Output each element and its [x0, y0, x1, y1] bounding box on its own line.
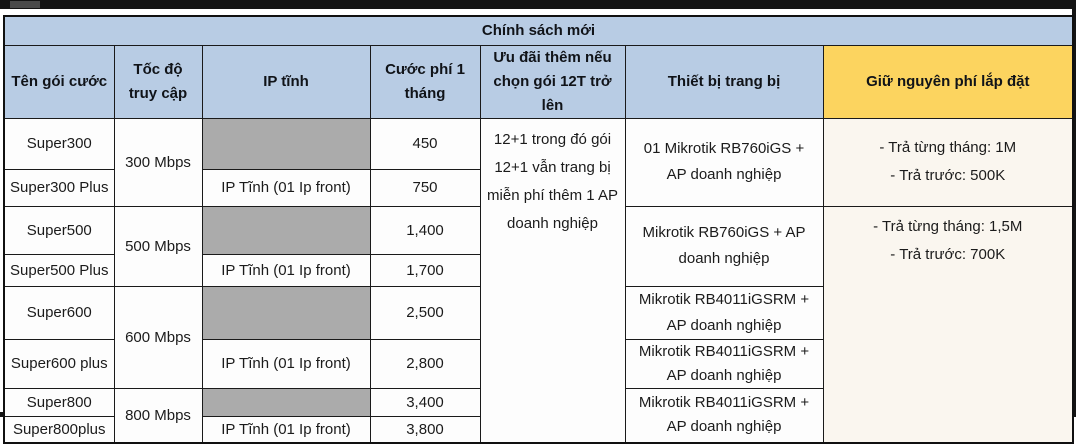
cell-package-name: Super500 Plus [4, 254, 114, 286]
cell-static-ip: IP Tĩnh (01 Ip front) [202, 254, 370, 286]
pricing-table [3, 15, 1074, 444]
table-title: Chính sách mới [4, 16, 1073, 45]
cell-price: 3,800 [370, 416, 480, 443]
cell-price: 3,400 [370, 388, 480, 416]
cell-equipment: Mikrotik RB4011iGSRM + AP doanh nghiệp [625, 388, 823, 443]
cell-price: 1,700 [370, 254, 480, 286]
cell-package-name: Super600 [4, 286, 114, 339]
cell-package-name: Super800plus [4, 416, 114, 443]
cell-speed: 800 Mbps [114, 388, 202, 443]
cell-speed: 500 Mbps [114, 206, 202, 286]
cell-static-ip-blocked [202, 206, 370, 254]
installation-line-2: - Trả trước: 500K [890, 167, 1006, 184]
cell-package-name: Super300 [4, 118, 114, 169]
table-title-row [4, 16, 1073, 45]
cell-equipment: Mikrotik RB4011iGSRM + AP doanh nghiệp [625, 286, 823, 339]
top-window-bar [0, 0, 1076, 9]
installation-line-2: - Trả trước: 700K [890, 245, 1006, 263]
cell-static-ip-blocked [202, 388, 370, 416]
top-bar-notch [10, 1, 40, 8]
col-header-equipment: Thiết bị trang bị [625, 45, 823, 118]
cell-price: 1,400 [370, 206, 480, 254]
installation-line-1: - Trả từng tháng: 1,5M [873, 217, 1023, 235]
col-header-monthly-fee: Cước phí 1 tháng [370, 45, 480, 118]
cell-price: 2,800 [370, 339, 480, 388]
col-header-package-name: Tên gói cước [4, 45, 114, 118]
cell-installation-fee [823, 206, 1073, 443]
installation-line-1: - Trả từng tháng: 1M [879, 139, 1017, 156]
cell-promo: 12+1 trong đó gói 12+1 vẫn trang bị miễn phí thêm 1 AP doanh nghiệp [480, 118, 625, 443]
col-header-speed: Tốc độ truy cập [114, 45, 202, 118]
cell-price: 2,500 [370, 286, 480, 339]
cell-equipment: Mikrotik RB760iGS + AP doanh nghiệp [625, 206, 823, 286]
cell-static-ip: IP Tĩnh (01 Ip front) [202, 339, 370, 388]
col-header-static-ip: IP tĩnh [202, 45, 370, 118]
cell-package-name: Super800 [4, 388, 114, 416]
cell-speed: 600 Mbps [114, 286, 202, 388]
cell-speed: 300 Mbps [114, 118, 202, 206]
cell-package-name: Super300 Plus [4, 169, 114, 206]
cell-price: 450 [370, 118, 480, 169]
col-header-installation-fee: Giữ nguyên phí lắp đặt [823, 45, 1073, 118]
cell-static-ip: IP Tĩnh (01 Ip front) [202, 169, 370, 206]
cell-equipment: Mikrotik RB4011iGSRM + AP doanh nghiệp [625, 339, 823, 388]
cell-installation-fee [823, 118, 1073, 206]
cell-static-ip-blocked [202, 286, 370, 339]
table-row [4, 118, 1073, 169]
cell-equipment: 01 Mikrotik RB760iGS + AP doanh nghiệp [625, 118, 823, 206]
cell-package-name: Super600 plus [4, 339, 114, 388]
cell-package-name: Super500 [4, 206, 114, 254]
cell-price: 750 [370, 169, 480, 206]
cell-static-ip: IP Tĩnh (01 Ip front) [202, 416, 370, 443]
cell-static-ip-blocked [202, 118, 370, 169]
table-header-row [4, 45, 1073, 118]
col-header-promo: Ưu đãi thêm nếu chọn gói 12T trở lên [480, 45, 625, 118]
